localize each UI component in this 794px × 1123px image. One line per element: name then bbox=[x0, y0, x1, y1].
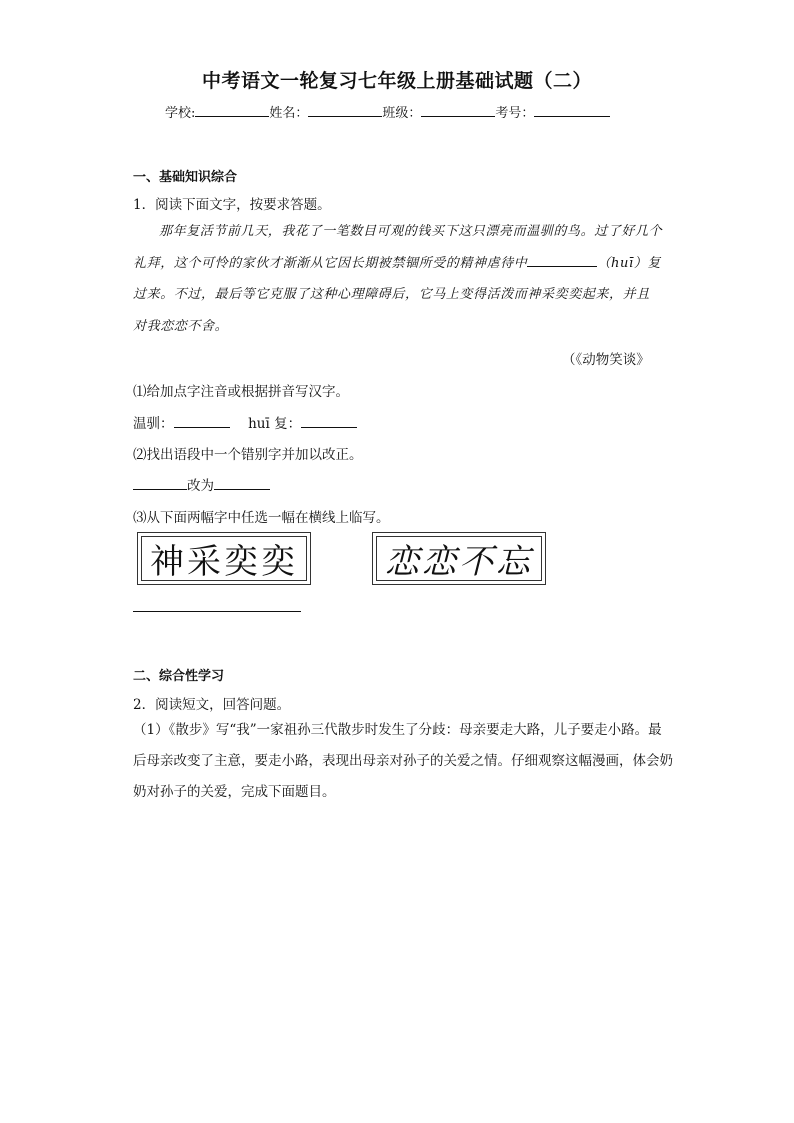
wrong-char-blank bbox=[133, 477, 187, 490]
subquestion-1-answers bbox=[133, 412, 357, 432]
name-blank bbox=[308, 102, 382, 117]
copy-writing-line bbox=[133, 611, 301, 612]
subquestion-2: ⑵找出语段中一个错别字并加以改正。 bbox=[133, 447, 363, 463]
name-label: 姓名： bbox=[269, 106, 309, 121]
school-blank bbox=[195, 102, 269, 117]
wenxun-label: 温驯： bbox=[133, 416, 174, 432]
calligraphy-sample-2 bbox=[372, 532, 546, 585]
passage-text-2: 复过来。不过，最后等它克服了这种心理障碍后，它马上变得活泼而神采奕奕起来，并且对我恋恋不舍。 bbox=[133, 255, 661, 334]
question-1-prompt: 1．阅读下面文字，按要求答题。 bbox=[133, 197, 331, 213]
school-label: 学校: bbox=[165, 106, 196, 121]
passage-blank bbox=[527, 252, 597, 267]
subquestion-3: ⑶从下面两幅字中任选一幅在横线上临写。 bbox=[133, 510, 390, 526]
question-2-paragraph: （1）《散步》写“我”一家祖孙三代散步时发生了分歧：母亲要走大路，儿子要走小路。最后母亲改变了主意，要走小路，表现出母亲对孙子的关爱之情。仔细观察这幅漫画，体会奶奶对孙子的关爱，完成下面题目。 bbox=[133, 722, 673, 800]
subquestion-2-answers bbox=[133, 474, 270, 494]
exam-no-blank bbox=[534, 102, 610, 117]
passage-source: （《动物笑谈》 bbox=[562, 352, 650, 368]
class-label: 班级： bbox=[382, 106, 422, 121]
subquestion-1: ⑴给加点字注音或根据拼音写汉字。 bbox=[133, 384, 349, 400]
section-heading-2: 二、综合性学习 bbox=[133, 669, 225, 684]
calligraphy-sample-1 bbox=[137, 532, 311, 585]
section-heading-1: 一、基础知识综合 bbox=[133, 170, 238, 185]
exam-no-label: 考号： bbox=[495, 106, 535, 121]
student-info-row bbox=[165, 102, 610, 121]
wenxun-blank bbox=[174, 415, 230, 428]
reading-passage bbox=[133, 216, 663, 342]
change-to-label: 改为 bbox=[187, 478, 214, 494]
passage-text-1: 那年复活节前几天，我花了一笔数目可观的钱买下这只漂亮而温驯的鸟。过了好几个礼拜，这个可怜的家伙才渐渐从它因长期被禁锢所受的精神虐待中 bbox=[133, 224, 663, 271]
calligraphy-text-2: 恋恋不忘 bbox=[376, 536, 542, 581]
correct-char-blank bbox=[214, 477, 270, 490]
passage-pinyin: （huī） bbox=[597, 255, 648, 271]
huifu-blank bbox=[301, 415, 357, 428]
class-blank bbox=[421, 102, 495, 117]
question-2-prompt: 2．阅读短文，回答问题。 bbox=[133, 697, 291, 713]
calligraphy-text-1: 神采奕奕 bbox=[141, 536, 307, 581]
huifu-label: huī 复： bbox=[248, 416, 302, 432]
page-title: 中考语文一轮复习七年级上册基础试题（二） bbox=[201, 70, 592, 92]
